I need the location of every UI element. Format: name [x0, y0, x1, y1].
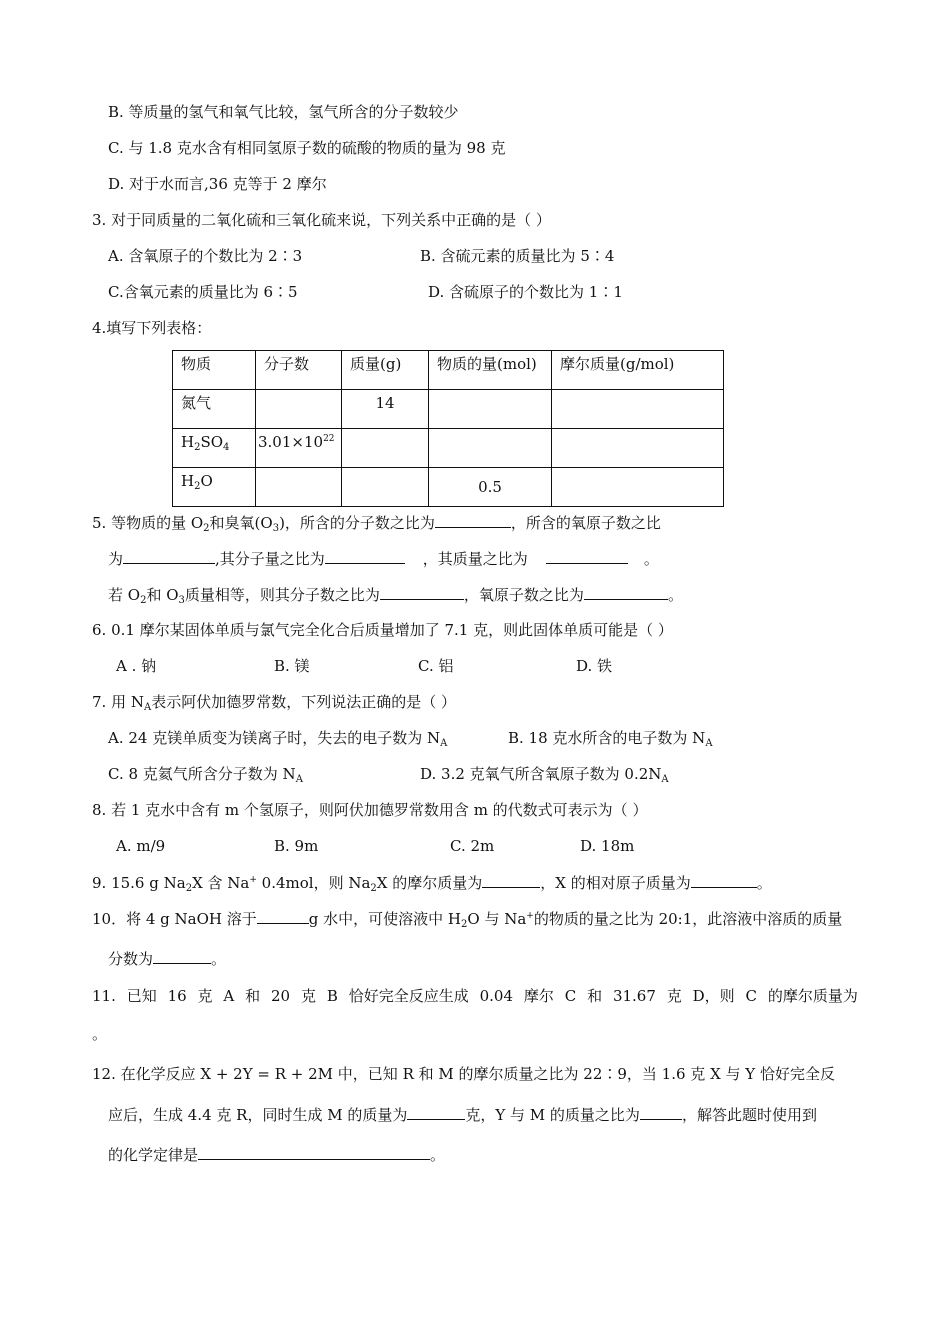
header-molecules: 分子数: [256, 351, 342, 390]
answer-blank[interactable]: [584, 584, 668, 600]
q8-option-a: A. m/9: [116, 837, 166, 855]
table-row: [173, 390, 724, 429]
cell-molar-mass: [552, 429, 724, 468]
q2-option-c: C. 与 1.8 克水含有相同氢原子数的硫酸的物质的量为 98 克: [108, 139, 506, 157]
header-mass: 质量(g): [342, 351, 429, 390]
answer-blank[interactable]: [407, 1104, 465, 1120]
q8-option-d: D. 18m: [580, 837, 635, 855]
q7-option-c: C. 8 克氦气所含分子数为 $N_A$: [108, 765, 303, 785]
q7-option-a: A. 24 克镁单质变为镁离子时，失去的电子数为 $N_A$: [108, 729, 448, 749]
q7-option-d: D. 3.2 克氧气所含氧原子数为 $0.2N_A$: [420, 765, 669, 785]
answer-blank[interactable]: [257, 908, 309, 924]
q8-option-c: C. 2m: [450, 837, 495, 855]
table-row: [173, 468, 724, 507]
q6-option-c: C. 铝: [418, 657, 454, 675]
answer-blank[interactable]: [435, 512, 511, 528]
table-row: [173, 429, 724, 468]
q3-option-a: A. 含氧原子的个数比为 2∶3: [108, 247, 303, 265]
cell-molecules: [256, 390, 342, 429]
q3-option-d: D. 含硫原子的个数比为 1∶1: [428, 283, 623, 301]
answer-blank[interactable]: [153, 948, 211, 964]
answer-blank[interactable]: [640, 1104, 682, 1120]
q4-stem: 4.填写下列表格：: [92, 319, 212, 337]
q12-line-1: 12. 在化学反应 X + 2Y = R + 2M 中，已知 R 和 M 的摩尔质量之比为 22∶9，当 1.6 克 X 与 Y 恰好完全反: [92, 1065, 835, 1083]
cell-molecules: $3.01\times 10^{22}$: [256, 429, 342, 468]
answer-blank[interactable]: [691, 872, 757, 888]
cell-molar-mass: [552, 390, 724, 429]
q10-line-2: 分数为 。: [108, 950, 227, 968]
cell-moles: [429, 429, 552, 468]
q7-stem: 7. 用 $N_A$表示阿伏加德罗常数，下列说法正确的是（ ）: [92, 693, 456, 713]
q11-line-2: 。: [92, 1025, 108, 1043]
answer-blank[interactable]: [482, 872, 540, 888]
answer-blank[interactable]: [325, 548, 405, 564]
cell-mass: [342, 429, 429, 468]
answer-blank[interactable]: [380, 584, 464, 600]
answer-blank[interactable]: [546, 548, 628, 564]
q2-option-b: B. 等质量的氢气和氧气比较，氢气所含的分子数较少: [108, 103, 459, 121]
cell-molecules: [256, 468, 342, 507]
q4-table: [172, 350, 724, 507]
q6-stem: 6. 0.1 摩尔某固体单质与氯气完全化合后质量增加了 7.1 克，则此固体单质可能是（ ）: [92, 621, 673, 639]
cell-substance: $H_2O$: [173, 468, 256, 507]
cell-substance: 氮气: [173, 390, 256, 429]
q5-line-2: 为 ,其分子量之比为 ，其质量之比为 。: [108, 550, 659, 568]
q2-option-d: D. 对于水而言,36 克等于 2 摩尔: [108, 175, 327, 193]
header-molar-mass: 摩尔质量(g/mol): [552, 351, 724, 390]
cell-moles: [429, 390, 552, 429]
q6-option-b: B. 镁: [274, 657, 310, 675]
q3-option-b: B. 含硫元素的质量比为 5∶4: [420, 247, 615, 265]
q8-stem: 8. 若 1 克水中含有 m 个氢原子，则阿伏加德罗常数用含 m 的代数式可表示为（ ）: [92, 801, 648, 819]
q12-line-2: 应后，生成 4.4 克 R，同时生成 M 的质量为 克，Y 与 M 的质量之比为 ，解答此题时使用到: [108, 1106, 817, 1124]
answer-blank[interactable]: [123, 548, 215, 564]
q11-line-1: 11. 已知 16 克 A 和 20 克 B 恰好完全反应生成 0.04 摩尔 C 和 31.67 克 D，则 C 的摩尔质量为: [92, 987, 858, 1005]
q7-option-b: B. 18 克水所含的电子数为 $N_A$: [508, 729, 713, 749]
q6-option-a: A . 钠: [116, 657, 157, 675]
answer-blank[interactable]: [198, 1144, 430, 1160]
q8-option-b: B. 9m: [274, 837, 319, 855]
q12-line-3: 的化学定律是 。: [108, 1146, 446, 1164]
cell-molar-mass: [552, 468, 724, 507]
header-substance: 物质: [173, 351, 256, 390]
header-moles: 物质的量(mol): [429, 351, 552, 390]
q5-line-1: 5. 等物质的量 $O_2$和臭氧$(O_3)$，所含的分子数之比为 ，所含的氧原子数之比: [92, 514, 661, 534]
q6-option-d: D. 铁: [576, 657, 613, 675]
cell-mass: [342, 468, 429, 507]
q3-option-c: C.含氧元素的质量比为 6∶5: [108, 283, 298, 301]
q9-stem: 9. 15.6 g $Na_2X$ 含 Na+ 0.4mol，则 $Na_2X$ 的摩尔质量为 ，X 的相对原子质量为 。: [92, 874, 772, 894]
cell-moles: 0.5: [429, 468, 552, 507]
q10-line-1: 10．将 4 g NaOH 溶于 g 水中，可使溶液中 $H_2O$ 与 Na+的物质的量之比为 20:1，此溶液中溶质的质量: [92, 910, 843, 930]
cell-mass: 14: [342, 390, 429, 429]
q5-line-3: 若 $O_2$和 $O_3$质量相等，则其分子数之比为 ，氧原子数之比为 。: [108, 586, 683, 606]
table-header-row: [173, 351, 724, 390]
q3-stem: 3. 对于同质量的二氧化硫和三氧化硫来说，下列关系中正确的是（ ）: [92, 211, 551, 229]
cell-substance: $H_2SO_4$: [173, 429, 256, 468]
